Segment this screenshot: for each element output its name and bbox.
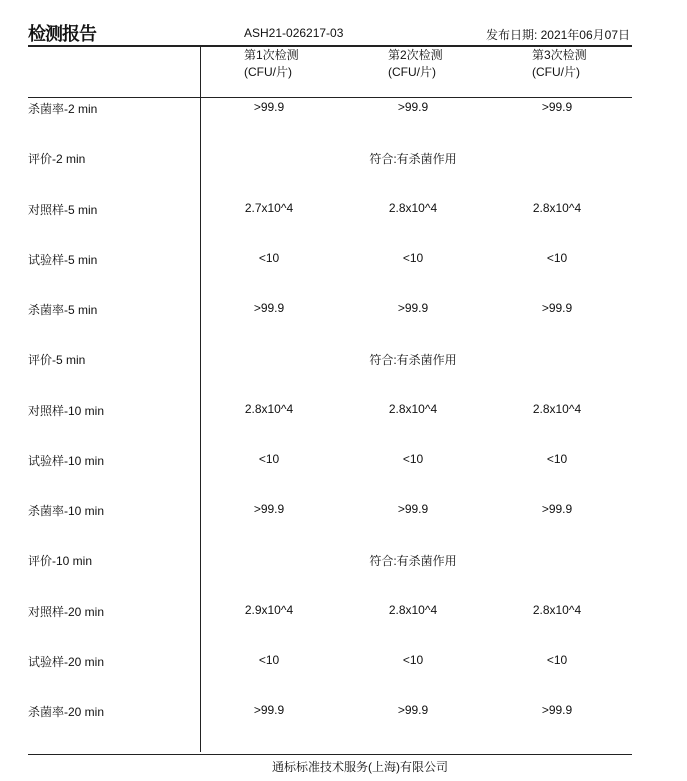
column-header-title: 第3次检测 bbox=[532, 48, 587, 62]
value-cell: >99.9 bbox=[253, 301, 285, 315]
column-header-unit: (CFU/片) bbox=[388, 65, 436, 79]
row-label: 评价-10 min bbox=[28, 554, 93, 569]
value-cell: <10 bbox=[258, 451, 280, 466]
value-cell: <10 bbox=[546, 250, 568, 265]
column-header-title: 第2次检测 bbox=[388, 48, 443, 62]
value-cell: >99.9 bbox=[541, 100, 573, 114]
value-cell: >99.9 bbox=[541, 703, 573, 717]
value-cell: >99.9 bbox=[397, 703, 429, 717]
value-cell: <10 bbox=[258, 250, 280, 265]
value-cell: >99.9 bbox=[397, 502, 429, 516]
value-cell: >99.9 bbox=[397, 100, 429, 114]
row-label: 试验样-20 min bbox=[28, 654, 105, 669]
header-divider bbox=[28, 97, 632, 98]
value-cell: 2.9x10^4 bbox=[244, 602, 294, 617]
value-cell: 2.8x10^4 bbox=[532, 200, 582, 215]
value-cell: >99.9 bbox=[253, 502, 285, 516]
evaluation-cell: 符合:有杀菌作用 bbox=[369, 353, 457, 368]
value-cell: <10 bbox=[546, 652, 568, 667]
company-name: 通标标准技术服务(上海)有限公司 bbox=[272, 760, 448, 774]
column-header-unit: (CFU/片) bbox=[244, 65, 292, 79]
value-cell: <10 bbox=[402, 451, 424, 466]
row-label: 试验样-10 min bbox=[28, 453, 105, 468]
value-cell: >99.9 bbox=[253, 100, 285, 114]
row-label: 评价-5 min bbox=[28, 353, 86, 368]
value-cell: <10 bbox=[402, 250, 424, 265]
report-title: 检测报告 bbox=[28, 24, 96, 45]
value-cell: >99.9 bbox=[541, 301, 573, 315]
value-cell: 2.8x10^4 bbox=[388, 401, 438, 416]
value-cell: 2.8x10^4 bbox=[532, 401, 582, 416]
value-cell: 2.8x10^4 bbox=[388, 200, 438, 215]
value-cell: <10 bbox=[546, 451, 568, 466]
footer-divider bbox=[28, 754, 632, 755]
column-divider bbox=[200, 45, 201, 752]
row-label: 对照样-20 min bbox=[28, 604, 105, 619]
evaluation-cell: 符合:有杀菌作用 bbox=[369, 554, 457, 569]
column-header-title: 第1次检测 bbox=[244, 48, 299, 62]
value-cell: >99.9 bbox=[253, 703, 285, 717]
value-cell: 2.7x10^4 bbox=[244, 200, 294, 215]
value-cell: 2.8x10^4 bbox=[532, 602, 582, 617]
issue-date: 发布日期: 2021年06月07日 bbox=[485, 28, 630, 42]
value-cell: >99.9 bbox=[541, 502, 573, 516]
value-cell: <10 bbox=[258, 652, 280, 667]
row-label: 评价-2 min bbox=[28, 152, 86, 167]
evaluation-cell: 符合:有杀菌作用 bbox=[369, 152, 457, 167]
row-label: 对照样-10 min bbox=[28, 403, 105, 418]
value-cell: >99.9 bbox=[397, 301, 429, 315]
column-header bbox=[244, 47, 299, 81]
report-number: ASH21-026217-03 bbox=[244, 26, 344, 40]
row-label: 杀菌率-20 min bbox=[28, 705, 105, 719]
value-cell: 2.8x10^4 bbox=[244, 401, 294, 416]
row-label: 试验样-5 min bbox=[28, 252, 98, 267]
row-label: 杀菌率-2 min bbox=[28, 102, 98, 116]
value-cell: 2.8x10^4 bbox=[388, 602, 438, 617]
row-label: 杀菌率-5 min bbox=[28, 303, 98, 317]
value-cell: <10 bbox=[402, 652, 424, 667]
column-header bbox=[532, 47, 587, 81]
row-label: 杀菌率-10 min bbox=[28, 504, 105, 518]
column-header-unit: (CFU/片) bbox=[532, 65, 580, 79]
column-header bbox=[388, 47, 443, 81]
row-label: 对照样-5 min bbox=[28, 202, 98, 217]
